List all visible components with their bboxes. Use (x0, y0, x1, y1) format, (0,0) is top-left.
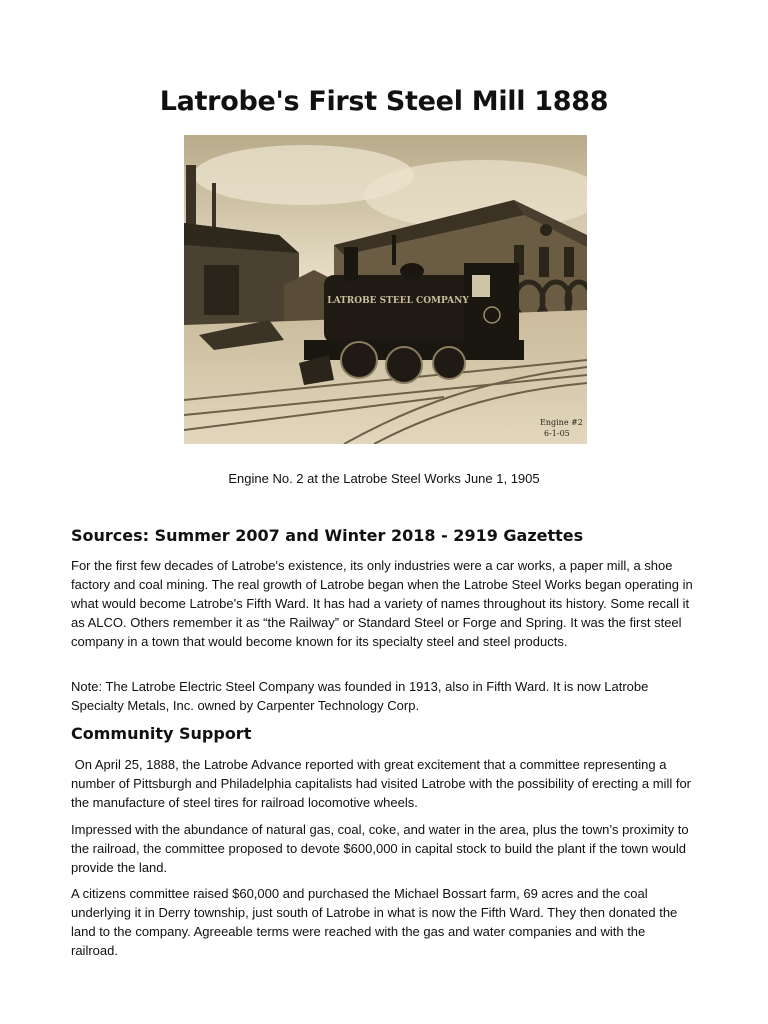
photo-caption: Engine No. 2 at the Latrobe Steel Works June 1, 1905 (228, 471, 540, 486)
engine-lettering: LATROBE STEEL COMPANY (327, 296, 469, 306)
community-paragraph-3: A citizens committee raised $60,000 and purchased the Michael Bossart farm, 69 acres and the coal underlying it in Derry township, just south of Latrobe in what is now the Fifth Ward. They then donated the land to the company. Agreeable terms were reached with the gas and water companies and with the railroad. (71, 886, 678, 958)
locomotive-photo (184, 135, 587, 444)
photo-corner-note-line1: Engine #2 (540, 418, 583, 427)
sources-paragraph: For the first few decades of Latrobe's existence, its only industries were a car works, a paper mill, a shoe factory and coal mining. The real growth of Latrobe began when the Latrobe Steel Works began operating in what would become Latrobe's Fifth Ward. It has had a variety of names throughout its history. Some recall it as ALCO. Others remember it as “the Railway” or Standard Steel or Forge and Spring. It was the first steel company in a town that would become known for its specialty steel and steel products. (71, 558, 693, 649)
photo-corner-note-line2: 6-1-05 (544, 429, 570, 438)
page-title: Latrobe's First Steel Mill 1888 (159, 86, 609, 117)
community-paragraph-2: Impressed with the abundance of natural gas, coal, coke, and water in the area, plus the town’s proximity to the railroad, the committee proposed to devote $600,000 in capital stock to build the plant if the town would provide the land. (71, 822, 689, 875)
sources-note: Note: The Latrobe Electric Steel Company was founded in 1913, also in Fifth Ward. It is now Latrobe Specialty Metals, Inc. owned by Carpenter Technology Corp. (71, 679, 649, 713)
community-heading: Community Support (71, 724, 252, 743)
sources-heading: Sources: Summer 2007 and Winter 2018 - 2919 Gazettes (71, 526, 584, 545)
community-paragraph-1: On April 25, 1888, the Latrobe Advance reported with great excitement that a committee representing a number of Pittsburgh and Philadelphia capitalists had visited Latrobe with the possibility of erecting a mill for the manufacture of steel tires for railroad locomotive wheels. (71, 757, 695, 810)
